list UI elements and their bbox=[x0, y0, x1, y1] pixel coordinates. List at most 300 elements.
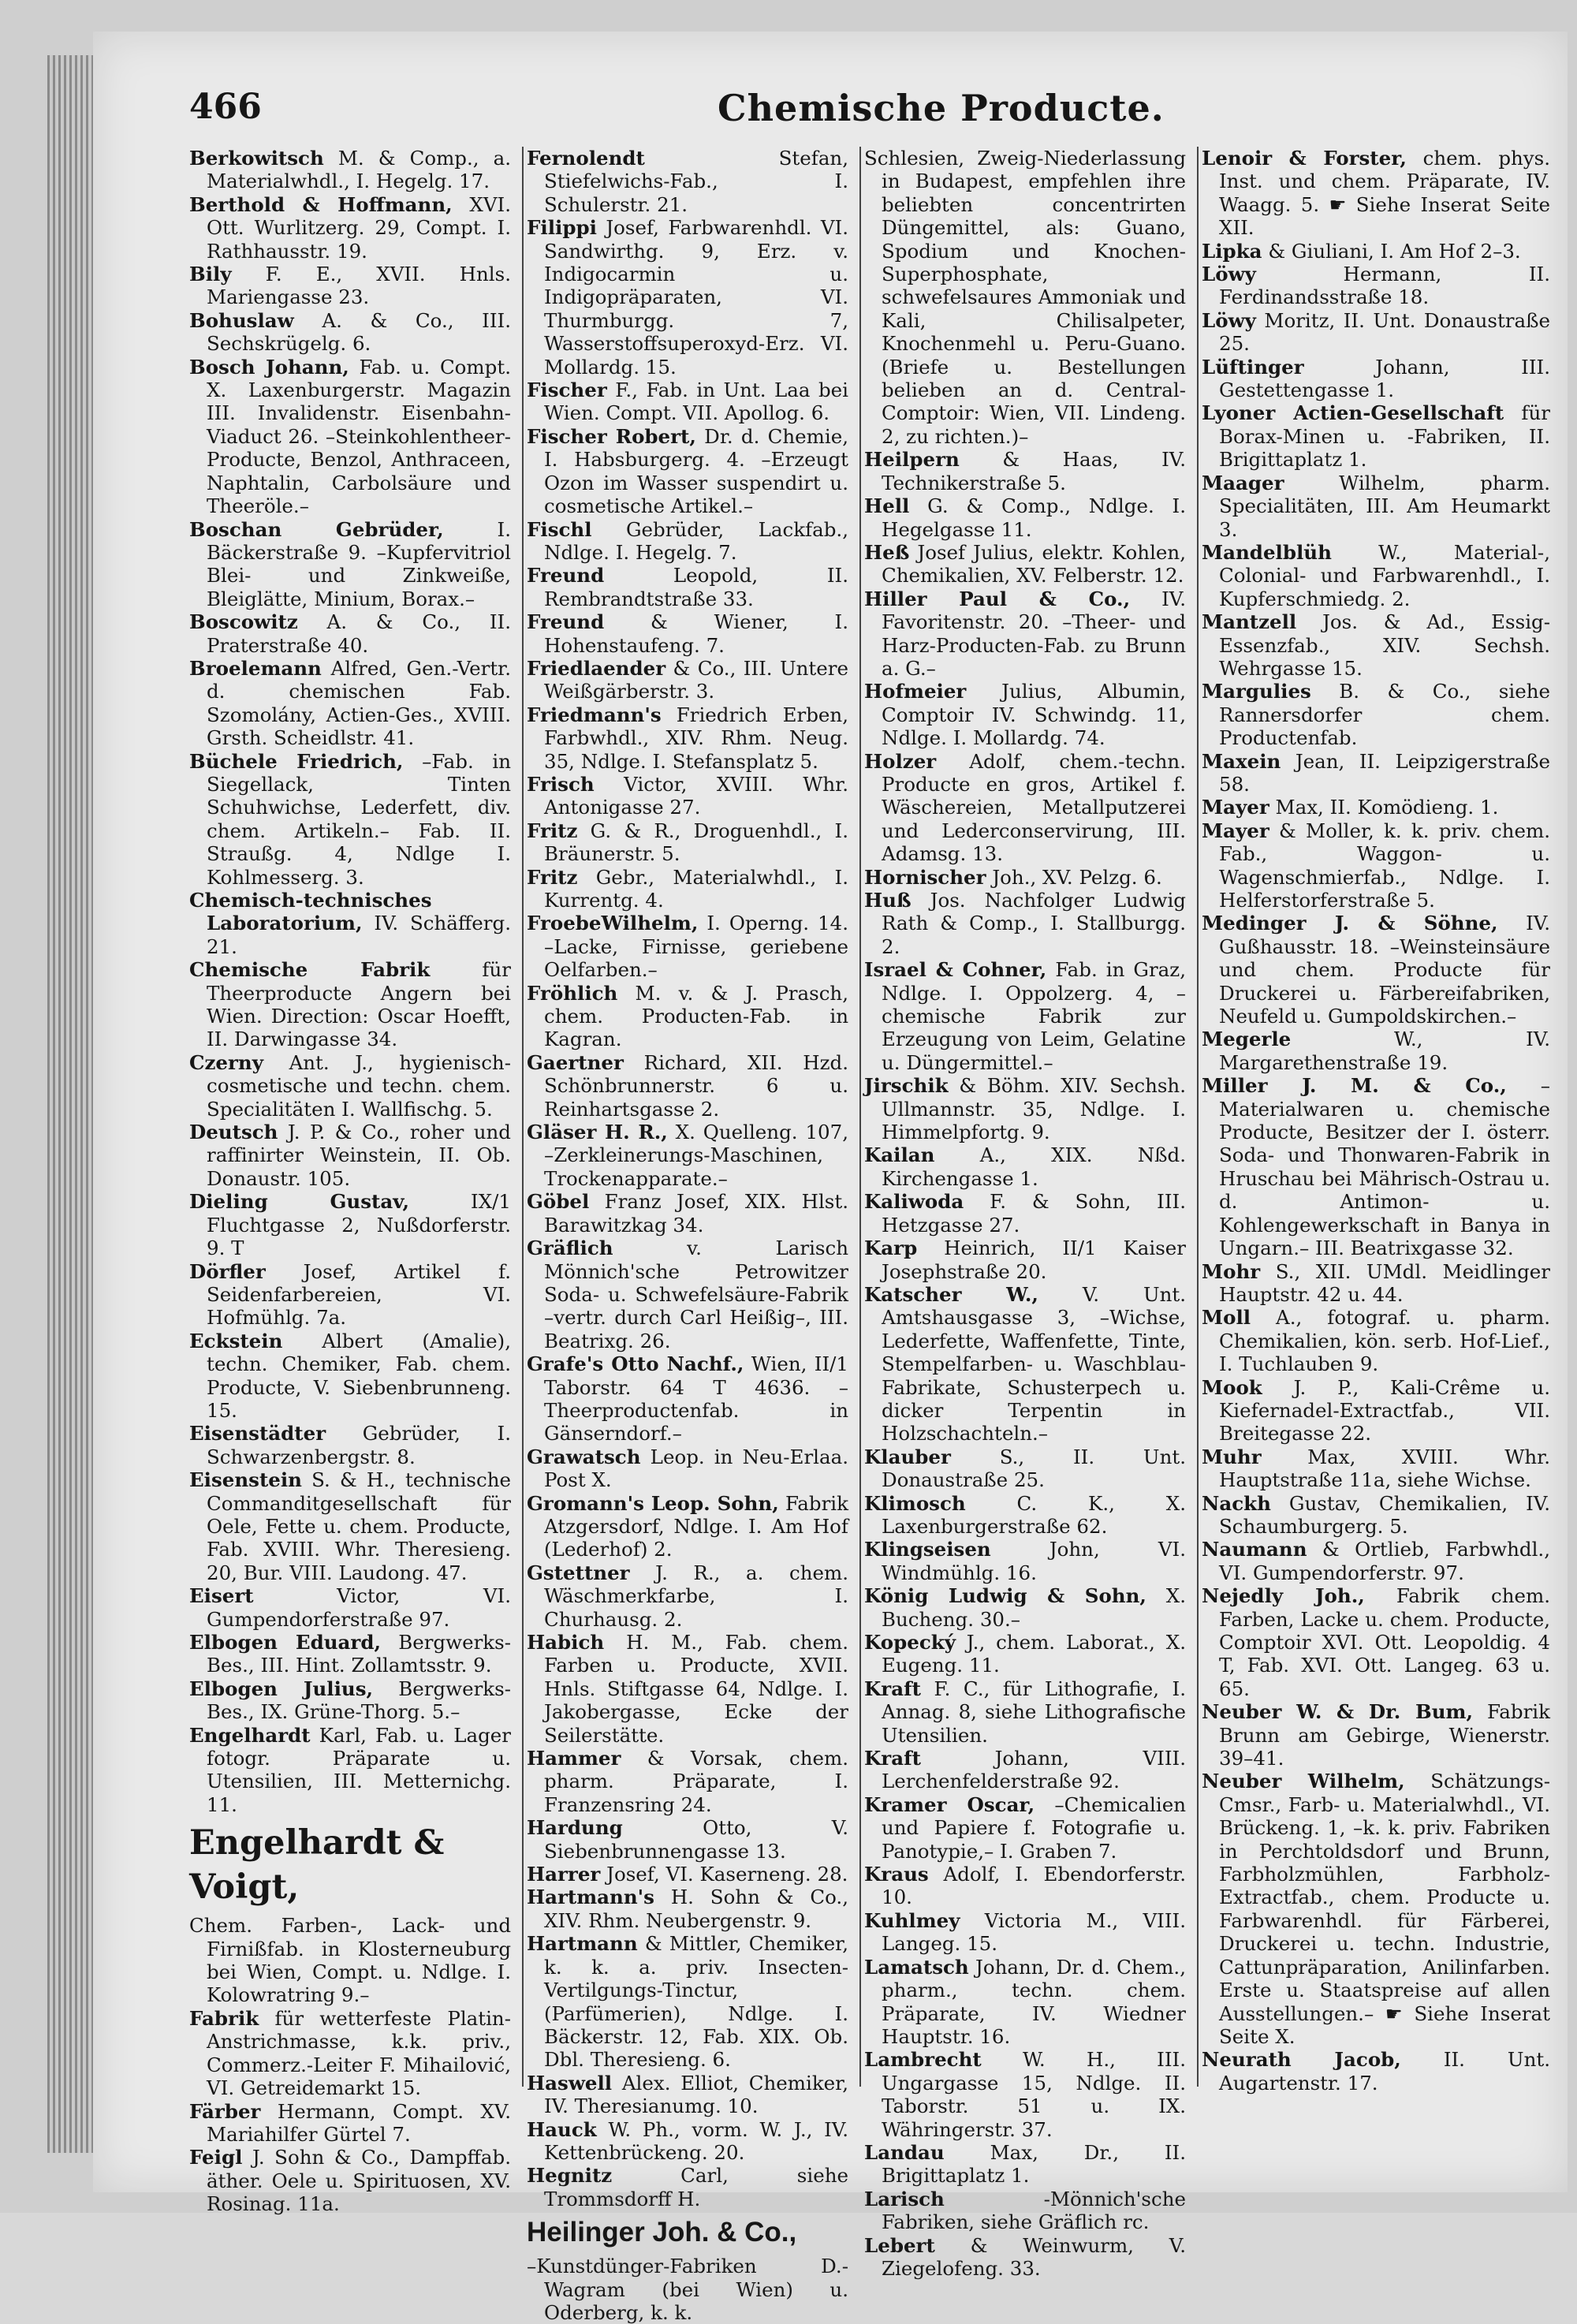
entry-text: –Fab. in Siegellack, Tinten Schuhwichse, Lederfett, div. chem. Artikeln.– Fab. II. Straußg. 4, Ndlge I. Kohlmesserg. 3. bbox=[207, 749, 511, 889]
entry-text: Wilhelm, pharm. Specialitäten, III. Am Heumarkt 3. bbox=[1219, 471, 1550, 541]
directory-entry bbox=[527, 819, 848, 866]
book-page-edges bbox=[47, 55, 98, 2153]
entry-name: Muhr bbox=[1202, 1445, 1262, 1468]
entry-name: Margulies bbox=[1202, 680, 1311, 703]
entry-text: Ant. J., hygienisch-cosmetische und techn. chem. Specialitäten I. Wallfischg. 5. bbox=[207, 1050, 511, 1121]
entry-name: Haswell bbox=[527, 2071, 613, 2095]
entry-name: Huß bbox=[864, 889, 912, 912]
entry-text: II. Unt. Augartenstr. 17. bbox=[1219, 2048, 1550, 2095]
entry-name: Lenoir & Forster, bbox=[1202, 147, 1407, 170]
entry-name: Fröhlich bbox=[527, 981, 618, 1005]
directory-entry bbox=[1202, 680, 1550, 749]
entry-text: I. Operng. 14. –Lacke, Firnisse, geriebene Oelfarben.– bbox=[544, 912, 848, 982]
directory-entry bbox=[864, 1237, 1186, 1283]
entry-name: Freund bbox=[527, 564, 605, 588]
entry-text: IV. Favoritenstr. 20. –Theer- und Harz-Producten-Fab. zu Brunn a. G.– bbox=[882, 587, 1186, 680]
entry-name: König Ludwig & Sohn, bbox=[864, 1584, 1146, 1608]
directory-entry bbox=[189, 309, 511, 356]
entry-name: Färber bbox=[189, 2099, 261, 2123]
entry-name: Eisenstädter bbox=[189, 1422, 326, 1446]
entry-text: für wetterfeste Platin-Anstrichmasse, k.k. priv., Commerz.-Leiter F. Mihailović, VI. Getreidemarkt 15. bbox=[207, 2006, 511, 2100]
column-4 bbox=[1202, 147, 1551, 2095]
directory-entry bbox=[864, 1446, 1186, 1492]
entry-name: Israel & Cohner, bbox=[864, 958, 1047, 982]
entry-text: Julius, Albumin, Comptoir IV. Schwindg. 11, Ndlge. I. Mollardg. 74. bbox=[882, 680, 1186, 750]
entry-text: Carl, siehe Trommsdorff H. bbox=[544, 2164, 848, 2210]
directory-entry bbox=[864, 1143, 1186, 1190]
entry-name: Löwy bbox=[1202, 308, 1256, 332]
entry-name: Hornischer bbox=[864, 865, 986, 889]
directory-entry bbox=[1202, 1260, 1550, 1307]
entry-text: –Materialwaren u. chemische Producte, Besitzer der I. österr. Soda- und Thonwaren-Fabrik in Hruschau bei Mährisch-Ostrau u. d. Antimon- u. Kohlengewerkschaft in Banya in Ungarn.– III. Beatrixgasse 32. bbox=[1219, 1074, 1550, 1260]
directory-entry bbox=[527, 1352, 848, 1446]
directory-entry bbox=[189, 1051, 511, 1121]
featured-entry-name: Heilinger Joh. & Co., bbox=[527, 2217, 797, 2248]
entry-name: Gaertner bbox=[527, 1050, 624, 1074]
entry-name: Chemisch-technisches Laboratorium, bbox=[189, 889, 432, 935]
directory-entry bbox=[189, 2007, 511, 2100]
entry-text: Josef, VI. Kaserneng. 28. bbox=[606, 1863, 848, 1886]
directory-entry bbox=[1202, 1770, 1550, 2048]
directory-entry bbox=[527, 1121, 848, 1190]
directory-entry bbox=[864, 1584, 1186, 1631]
entry-name: Fritz bbox=[527, 819, 578, 842]
entry-text: H. M., Fab. chem. Farben u. Producte, XVII. Hnls. Stiftgasse 64, Ndlge. I. Jakobergasse, Ecke der Seilerstätte. bbox=[544, 1631, 848, 1747]
entry-text: W., Material-, Colonial- und Farbwarenhdl., I. Kupferschmiedg. 2. bbox=[1219, 540, 1550, 610]
directory-entry bbox=[1202, 1584, 1550, 1700]
entry-text: Heinrich, II/1 Kaiser Josephstraße 20. bbox=[882, 1237, 1186, 1283]
entry-name: Mandelblüh bbox=[1202, 540, 1332, 564]
entry-text: Franz Josef, XIX. Hlst. Barawitzkag 34. bbox=[544, 1190, 848, 1237]
entry-name: Büchele Friedrich, bbox=[189, 749, 404, 773]
directory-entry bbox=[527, 1863, 848, 1886]
directory-entry bbox=[189, 1330, 511, 1423]
entry-name: Kaliwoda bbox=[864, 1190, 964, 1214]
entry-name: Göbel bbox=[527, 1190, 590, 1214]
entry-name: Karp bbox=[864, 1237, 918, 1260]
entry-text: A., XIX. Nßd. Kirchengasse 1. bbox=[882, 1143, 1187, 1190]
entry-name: Landau bbox=[864, 2140, 945, 2164]
entry-name: Naumann bbox=[1202, 1538, 1307, 1561]
entry-text: IX/1 Fluchtgasse 2, Nußdorferstr. 9. T bbox=[207, 1190, 511, 1260]
directory-entry bbox=[527, 147, 848, 216]
directory-entry bbox=[527, 866, 848, 912]
entry-text: Adolf, chem.-techn. Producte en gros, Artikel f. Wäschereien, Metallputzerei und Lederconservirung, III. Adamsg. 13. bbox=[882, 749, 1186, 866]
entry-name: Neuber Wilhelm, bbox=[1202, 1770, 1405, 1793]
directory-columns bbox=[189, 147, 1551, 2324]
entry-text: Alfred, Gen.-Vertr. d. chemischen Fab. Szomolány, Actien-Ges., XVIII. Grsth. Scheidlstr. 41. bbox=[207, 656, 511, 750]
entry-text: W. H., III. Ungargasse 15, Ndlge. II. Taborstr. 51 u. IX. Währingerstr. 37. bbox=[882, 2048, 1186, 2141]
directory-entry bbox=[189, 1121, 511, 1190]
entry-text: Max, Dr., II. Brigittaplatz 1. bbox=[882, 2140, 1186, 2188]
directory-entry bbox=[527, 1561, 848, 1631]
entry-name: Klingseisen bbox=[864, 1538, 991, 1561]
directory-entry bbox=[527, 1492, 848, 1561]
page-header bbox=[189, 87, 1545, 142]
featured-entry-text: –Kunstdünger-Fabriken D.-Wagram (bei Wien) u. Oderberg, k. k. bbox=[527, 2255, 848, 2324]
entry-text: Otto, V. Siebenbrunnengasse 13. bbox=[544, 1816, 848, 1863]
entry-text: & Giuliani, I. Am Hof 2–3. bbox=[1268, 239, 1521, 263]
entry-text: IV. Gußhausstr. 18. –Weinsteinsäure und chem. Producte für Druckerei u. Färbereifabriken, Neufeld u. Gumpoldskirchen.– bbox=[1219, 912, 1550, 1028]
entry-text: C. K., X. Laxenburgerstraße 62. bbox=[882, 1491, 1186, 1538]
directory-entry bbox=[189, 518, 511, 611]
directory-entry bbox=[527, 1747, 848, 1816]
directory-entry bbox=[864, 680, 1186, 749]
directory-entry bbox=[864, 889, 1186, 958]
entry-text: & Vorsak, chem. pharm. Präparate, I. Franzensring 24. bbox=[544, 1747, 848, 1816]
entry-name: Boschan Gebrüder, bbox=[189, 517, 444, 541]
entry-name: Lebert bbox=[864, 2233, 935, 2257]
entry-text: Johann, Dr. d. Chem., pharm., techn. chem. Präparate, IV. Wiedner Hauptstr. 16. bbox=[882, 1955, 1186, 2048]
entry-text: Josef, Farbwarenhdl. VI. Sandwirthg. 9, Erz. v. Indigocarmin u. Indigopräparaten, VI. Thurmburgg. 7, Wasserstoffsuperoxyd-Erz. VI. Mollardg. 15. bbox=[544, 216, 848, 379]
entry-name: Gräflich bbox=[527, 1237, 613, 1260]
directory-entry bbox=[864, 1909, 1186, 1956]
entry-name: Mook bbox=[1202, 1375, 1262, 1399]
directory-entry bbox=[189, 610, 511, 657]
directory-entry bbox=[864, 2188, 1186, 2234]
directory-entry bbox=[864, 1492, 1186, 1539]
directory-entry bbox=[189, 750, 511, 889]
entry-text: J. P., Kali-Crême u. Kiefernadel-Extractfab., VII. Breitegasse 22. bbox=[1219, 1375, 1550, 1446]
entry-name: Fischer bbox=[527, 379, 607, 402]
directory-entry bbox=[527, 1237, 848, 1352]
directory-entry bbox=[189, 1724, 511, 1817]
entry-text: & Weinwurm, V. Ziegelofeng. 33. bbox=[882, 2233, 1186, 2280]
entry-text: Joh., XV. Pelzg. 6. bbox=[992, 865, 1162, 889]
directory-entry bbox=[527, 2118, 848, 2165]
entry-name: Elbogen Julius, bbox=[189, 1677, 374, 1700]
featured-entry-name: Engelhardt & Voigt, bbox=[189, 1823, 445, 1908]
entry-text: Fabrik Atzgersdorf, Ndlge. I. Am Hof (Lederhof) 2. bbox=[544, 1491, 848, 1561]
entry-name: Klimosch bbox=[864, 1491, 966, 1515]
entry-text: Schlesien, Zweig-Niederlassung in Budapest, empfehlen ihre beliebten concentrirten Düngemittel, als: Guano, Spodium und Knochen-Superphosphate, schwefelsaures Ammoniak und Kali, Chilisalpeter, Knochenmehl u. Peru-Guano. (Briefe u. Bestellungen belieben an d. Central-Comptoir: Wien, VII. Lindeng. 2, zu richten.)– bbox=[864, 147, 1186, 448]
entry-name: Jirschik bbox=[864, 1074, 949, 1098]
entry-name: Kuhlmey bbox=[864, 1908, 960, 1932]
entry-name: Lamatsch bbox=[864, 1955, 969, 1979]
featured-entry bbox=[189, 1821, 511, 2007]
directory-entry bbox=[864, 1793, 1186, 1863]
entry-name: Lipka bbox=[1202, 239, 1262, 263]
entry-text: Gebr., Materialwhdl., I. Kurrentg. 4. bbox=[544, 865, 848, 912]
directory-entry bbox=[864, 958, 1186, 1074]
entry-text: Dr. d. Chemie, I. Habsburgerg. 4. –Erzeugt Ozon im Wasser suspendirt u. cosmetische Artikel.– bbox=[544, 424, 848, 518]
entry-text: Victor, VI. Gumpendorferstraße 97. bbox=[207, 1584, 511, 1631]
directory-entry bbox=[864, 147, 1186, 448]
entry-text: X. Bucheng. 30.– bbox=[882, 1584, 1186, 1631]
directory-entry bbox=[1202, 796, 1550, 819]
directory-entry bbox=[864, 1074, 1186, 1143]
directory-entry bbox=[189, 889, 511, 958]
entry-name: Eisenstein bbox=[189, 1468, 302, 1492]
entry-name: Fernolendt bbox=[527, 147, 645, 170]
entry-text: chem. phys. Inst. und chem. Präparate, IV. Waagg. 5. ☛ Siehe Inserat Seite XII. bbox=[1219, 147, 1550, 240]
entry-name: Elbogen Eduard, bbox=[189, 1631, 381, 1654]
entry-name: Heß bbox=[864, 540, 910, 564]
directory-entry bbox=[189, 1631, 511, 1677]
directory-entry bbox=[189, 1190, 511, 1259]
entry-text: S., XII. UMdl. Meidlinger Hauptstr. 42 u. 44. bbox=[1219, 1259, 1550, 1306]
entry-text: F., Fab. in Unt. Laa bei Wien. Compt. VII. Apollog. 6. bbox=[544, 379, 848, 425]
entry-text: Leopold, II. Rembrandtstraße 33. bbox=[544, 564, 848, 610]
entry-name: Friedmann's bbox=[527, 703, 662, 726]
entry-name: Hauck bbox=[527, 2117, 597, 2141]
entry-text: M. & Comp., a. Materialwhdl., I. Hegelg. 17. bbox=[207, 147, 511, 193]
directory-entry bbox=[864, 448, 1186, 494]
entry-name: Fabrik bbox=[189, 2006, 259, 2030]
entry-text: J. Sohn & Co., Dampffab. äther. Oele u. Spirituosen, XV. Rosinag. 11a. bbox=[207, 2146, 511, 2216]
directory-entry bbox=[1202, 472, 1550, 541]
entry-text: J. R., a. chem. Wäschmerkfarbe, I. Churhausg. 2. bbox=[544, 1561, 848, 1631]
entry-name: Löwy bbox=[1202, 263, 1256, 286]
directory-entry bbox=[527, 773, 848, 819]
entry-text: Schätzungs-Cmsr., Farb- u. Materialwhdl., VI. Brückeng. 1, –k. k. priv. Fabriken in Perchtoldsdorf und Brunn, Farbholzmühlen, Farbholz-Extractfab., chem. Producte u. Farbwarenhdl. für Färberei, Druckerei u. techn. Industrie, Cattunpräparation, Anilinfarben. Erste u. Staatspreise auf allen Ausstellungen.– ☛ Siehe Inserat Seite X. bbox=[1219, 1770, 1550, 2048]
entry-text: W. Ph., vorm. W. J., IV. Kettenbrückeng. 20. bbox=[544, 2117, 848, 2164]
directory-entry bbox=[1202, 1700, 1550, 1770]
entry-text: John, VI. Windmühlg. 16. bbox=[882, 1538, 1186, 1584]
directory-entry bbox=[527, 379, 848, 425]
directory-entry bbox=[527, 912, 848, 981]
entry-name: Grawatsch bbox=[527, 1445, 641, 1468]
entry-name: Maxein bbox=[1202, 749, 1281, 773]
entry-name: Friedlaender bbox=[527, 656, 666, 680]
entry-name: Grafe's Otto Nachf., bbox=[527, 1352, 744, 1376]
directory-entry bbox=[864, 588, 1186, 681]
entry-text: Adolf, I. Ebendorferstr. 10. bbox=[882, 1863, 1187, 1909]
directory-entry bbox=[189, 657, 511, 750]
directory-entry bbox=[527, 1816, 848, 1863]
entry-text: Hermann, II. Ferdinandsstraße 18. bbox=[1219, 263, 1550, 309]
entry-text: XVI. Ott. Wurlitzerg. 29, Compt. I. Rathhausstr. 19. bbox=[207, 192, 512, 263]
entry-text: X. Quelleng. 107, –Zerkleinerungs-Maschinen, Trockenapparate.– bbox=[544, 1121, 848, 1190]
directory-entry bbox=[1202, 912, 1550, 1028]
entry-name: Neuber W. & Dr. Bum, bbox=[1202, 1700, 1473, 1724]
directory-entry bbox=[1202, 1028, 1550, 1074]
entry-name: Hegnitz bbox=[527, 2164, 613, 2188]
entry-text: Karl, Fab. u. Lager fotogr. Präparate u. Utensilien, III. Metternichg. 11. bbox=[207, 1723, 511, 1816]
entry-text: & Wiener, I. Hohenstaufeng. 7. bbox=[544, 610, 848, 657]
entry-name: Broelemann bbox=[189, 656, 322, 680]
directory-entry bbox=[527, 216, 848, 379]
entry-text: v. Larisch Mönnich'sche Petrowitzer Soda- u. Schwefelsäure-Fabrik –vertr. durch Carl Heißig–, III. Beatrixg. 26. bbox=[544, 1237, 848, 1352]
directory-entry bbox=[527, 2072, 848, 2118]
entry-name: Kraft bbox=[864, 1677, 921, 1700]
entry-name: Kraft bbox=[864, 1747, 921, 1770]
entry-text: B. & Co., siehe Rannersdorfer chem. Productenfab. bbox=[1219, 680, 1550, 750]
entry-name: Dörfler bbox=[189, 1259, 266, 1283]
directory-entry bbox=[1202, 401, 1550, 471]
entry-text: Johann, VIII. Lerchenfelderstraße 92. bbox=[882, 1747, 1186, 1793]
directory-entry bbox=[1202, 2048, 1550, 2095]
entry-name: Miller J. M. & Co., bbox=[1202, 1074, 1507, 1098]
directory-entry bbox=[189, 958, 511, 1051]
column-3 bbox=[864, 147, 1187, 2280]
directory-entry bbox=[527, 564, 848, 610]
entry-name: Larisch bbox=[864, 2187, 945, 2210]
directory-entry bbox=[1202, 541, 1550, 610]
entry-text: I. Bäckerstraße 9. –Kupfervitriol Blei- und Zinkweiße, Bleiglätte, Minium, Borax.– bbox=[207, 517, 511, 610]
entry-name: Frisch bbox=[527, 772, 595, 796]
entry-text: Wien, II/1 Taborstr. 64 T 4636. –Theerproductenfab. in Gänserndorf.– bbox=[544, 1352, 849, 1446]
directory-entry bbox=[527, 1886, 848, 1932]
directory-entry bbox=[1202, 240, 1550, 263]
directory-entry bbox=[1202, 1446, 1550, 1492]
entry-name: Holzer bbox=[864, 749, 937, 773]
directory-entry bbox=[527, 1051, 848, 1121]
directory-entry bbox=[864, 2141, 1186, 2188]
directory-entry bbox=[527, 657, 848, 703]
entry-text: Fab. u. Compt. X. Laxenburgerstr. Magazin III. Invalidenstr. Eisenbahn-Viaduct 26. –Steinkohlentheer-Producte, Benzol, Anthraceen, Naphtalin, Carbolsäure und Theeröle.– bbox=[207, 355, 511, 518]
entry-text: Bergwerks-Bes., IX. Grüne-Thorg. 5.– bbox=[207, 1677, 511, 1724]
entry-text: Josef Julius, elektr. Kohlen, Chemikalien, XV. Felberstr. 12. bbox=[882, 540, 1186, 588]
featured-entry bbox=[527, 2214, 848, 2324]
entry-name: Berthold & Hoffmann, bbox=[189, 192, 453, 216]
entry-text: & Co., III. Untere Weißgärberstr. 3. bbox=[544, 656, 848, 703]
entry-text: & Mittler, Chemiker, k. k. a. priv. Insecten-Vertilgungs-Tinctur, (Parfümerien), Ndlge. I. Bäckerstr. 12, Fab. XIX. Ob. Dbl. Theresieng. 6. bbox=[544, 1932, 848, 2072]
page-number: 466 bbox=[189, 87, 262, 127]
entry-name: Neurath Jacob, bbox=[1202, 2048, 1401, 2072]
entry-text: Moritz, II. Unt. Donaustraße 25. bbox=[1219, 308, 1550, 356]
entry-name: Megerle bbox=[1202, 1028, 1292, 1051]
entry-text: für Borax-Minen u. -Fabriken, II. Brigittaplatz 1. bbox=[1219, 401, 1550, 472]
entry-name: Eisert bbox=[189, 1584, 254, 1608]
entry-name: Heilpern bbox=[864, 448, 960, 472]
directory-entry bbox=[1202, 1492, 1550, 1539]
entry-name: Hartmann bbox=[527, 1932, 638, 1956]
directory-entry bbox=[1202, 1074, 1550, 1259]
entry-text: Friedrich Erben, Farbwhdl., XIV. Rhm. Neug. 35, Ndlge. I. Stefansplatz 5. bbox=[544, 703, 848, 773]
directory-entry bbox=[864, 494, 1186, 541]
entry-text: Leop. in Neu-Erlaa. Post X. bbox=[544, 1445, 848, 1492]
entry-name: Mantzell bbox=[1202, 610, 1297, 634]
directory-entry bbox=[864, 1538, 1186, 1584]
entry-text: Victoria M., VIII. Langeg. 15. bbox=[882, 1908, 1186, 1956]
entry-name: Gläser H. R., bbox=[527, 1121, 668, 1144]
entry-name: Bily bbox=[189, 263, 232, 286]
directory-entry bbox=[864, 541, 1186, 588]
entry-text: V. Unt. Amtshausgasse 3, –Wichse, Lederfette, Waffenfette, Tinte, Stempelfarben- u. Waschblau-Fabrikate, Schusterpech u. dicker Terpentin in Holzschachteln.– bbox=[882, 1282, 1187, 1446]
directory-entry bbox=[1202, 263, 1550, 309]
entry-name: Deutsch bbox=[189, 1121, 278, 1144]
directory-entry bbox=[1202, 610, 1550, 680]
entry-name: Czerny bbox=[189, 1050, 263, 1074]
directory-entry bbox=[1202, 1306, 1550, 1375]
entry-text: Fabrik chem. Farben, Lacke u. chem. Producte, Comptoir XVI. Ott. Leopoldig. 4 T, Fab. XVI. Ott. Langeg. 63 u. 65. bbox=[1219, 1584, 1551, 1700]
entry-text: J., chem. Laborat., X. Eugeng. 11. bbox=[882, 1631, 1186, 1677]
entry-text: Richard, XII. Hzd. Schönbrunnerstr. 6 u. Reinhartsgasse 2. bbox=[544, 1050, 848, 1121]
entry-text: Stefan, Stiefelwichs-Fab., I. Schulerstr. 21. bbox=[544, 147, 848, 216]
entry-text: M. v. & J. Prasch, chem. Producten-Fab. in Kagran. bbox=[544, 981, 848, 1051]
directory-entry bbox=[527, 982, 848, 1051]
entry-text: A. & Co., III. Sechskrügelg. 6. bbox=[207, 308, 511, 356]
directory-entry bbox=[189, 1468, 511, 1584]
entry-text: Jos. Nachfolger Ludwig Rath & Comp., I. Stallburgg. 2. bbox=[882, 889, 1186, 958]
entry-name: Maager bbox=[1202, 471, 1284, 494]
entry-text: A. & Co., II. Praterstraße 40. bbox=[207, 610, 511, 657]
directory-entry bbox=[1202, 750, 1550, 796]
entry-name: Hammer bbox=[527, 1747, 621, 1770]
directory-entry bbox=[527, 425, 848, 518]
entry-name: Lyoner Actien-Gesellschaft bbox=[1202, 401, 1504, 425]
entry-name: Nejedly Joh., bbox=[1202, 1584, 1365, 1608]
entry-name: Mayer bbox=[1202, 819, 1269, 842]
directory-entry bbox=[189, 1422, 511, 1468]
entry-name: FroebeWilhelm, bbox=[527, 912, 699, 935]
entry-name: Gromann's Leop. Sohn, bbox=[527, 1491, 779, 1515]
directory-entry bbox=[189, 147, 511, 193]
entry-text: J. P. & Co., roher und raffinirter Weinstein, II. Ob. Donaustr. 105. bbox=[207, 1121, 511, 1190]
entry-text: –Chemicalien und Papiere f. Fotografie u. Panotypie,– I. Graben 7. bbox=[882, 1792, 1186, 1863]
directory-entry bbox=[864, 1631, 1186, 1677]
entry-name: Bohuslaw bbox=[189, 308, 294, 332]
entry-text: IV. Schäfferg. 21. bbox=[207, 912, 511, 958]
directory-entry bbox=[864, 1956, 1186, 2049]
entry-text: G. & R., Droguenhdl., I. Bräunerstr. 5. bbox=[544, 819, 848, 866]
directory-entry bbox=[189, 356, 511, 518]
directory-entry bbox=[189, 193, 511, 263]
column-1 bbox=[189, 147, 512, 2216]
entry-name: Fritz bbox=[527, 865, 578, 889]
section-title: Chemische Producte. bbox=[718, 87, 1165, 129]
entry-name: Habich bbox=[527, 1631, 605, 1654]
entry-name: Kailan bbox=[864, 1143, 935, 1167]
directory-entry bbox=[864, 2048, 1186, 2141]
entry-name: Freund bbox=[527, 610, 605, 634]
entry-text: -Mönnich'sche Fabriken, siehe Gräflich rc. bbox=[882, 2187, 1186, 2234]
entry-name: Boscowitz bbox=[189, 610, 298, 634]
directory-entry bbox=[527, 1932, 848, 2071]
directory-entry bbox=[189, 2146, 511, 2215]
entry-name: Moll bbox=[1202, 1306, 1251, 1330]
entry-text: S. & H., technische Commanditgesellschaft für Oele, Fette u. chem. Producte, Fab. XVIII. Whr. Theresieng. 20, Bur. VIII. Laudong. 47. bbox=[207, 1468, 511, 1584]
entry-name: Berkowitsch bbox=[189, 147, 324, 170]
directory-entry bbox=[864, 866, 1186, 889]
entry-text: Gustav, Chemikalien, IV. Schaumburgerg. 5. bbox=[1219, 1491, 1550, 1538]
entry-text: G. & Comp., Ndlge. I. Hegelgasse 11. bbox=[882, 494, 1186, 541]
directory-entry bbox=[527, 1190, 848, 1237]
entry-name: Engelhardt bbox=[189, 1723, 311, 1747]
entry-text: Jean, II. Leipzigerstraße 58. bbox=[1219, 749, 1550, 796]
entry-name: Hell bbox=[864, 494, 910, 518]
entry-text: H. Sohn & Co., XIV. Rhm. Neubergenstr. 9. bbox=[544, 1886, 849, 1932]
entry-text: W., IV. Margarethenstraße 19. bbox=[1219, 1028, 1550, 1074]
entry-name: Kraus bbox=[864, 1863, 929, 1886]
directory-entry bbox=[864, 1747, 1186, 1793]
entry-text: S., II. Unt. Donaustraße 25. bbox=[882, 1445, 1186, 1492]
entry-name: Kopecký bbox=[864, 1631, 956, 1654]
directory-entry bbox=[1202, 309, 1550, 356]
entry-name: Gstettner bbox=[527, 1561, 630, 1584]
entry-name: Hardung bbox=[527, 1816, 623, 1840]
directory-entry bbox=[527, 1446, 848, 1492]
entry-name: Lüftinger bbox=[1202, 355, 1304, 379]
entry-name: Nackh bbox=[1202, 1491, 1271, 1515]
directory-entry bbox=[189, 2100, 511, 2147]
entry-name: Fischer Robert, bbox=[527, 424, 696, 448]
entry-text: Bergwerks-Bes., III. Hint. Zollamtsstr. 9. bbox=[207, 1631, 511, 1677]
directory-entry bbox=[864, 750, 1186, 866]
entry-text: Johann, III. Gestettengasse 1. bbox=[1219, 355, 1550, 402]
entry-name: Lambrecht bbox=[864, 2048, 982, 2072]
entry-text: F. E., XVII. Hnls. Mariengasse 23. bbox=[207, 263, 511, 309]
entry-text: Josef, Artikel f. Seidenfarbereien, VI. Hofmühlg. 7a. bbox=[207, 1259, 512, 1330]
directory-entry bbox=[864, 1677, 1186, 1747]
entry-name: Dieling Gustav, bbox=[189, 1190, 409, 1214]
entry-text: Alex. Elliot, Chemiker, IV. Theresianumg. 10. bbox=[544, 2071, 848, 2118]
entry-name: Medinger J. & Söhne, bbox=[1202, 912, 1498, 935]
directory-entry bbox=[864, 1190, 1186, 1237]
directory-entry bbox=[527, 518, 848, 565]
entry-name: Fischl bbox=[527, 517, 592, 541]
